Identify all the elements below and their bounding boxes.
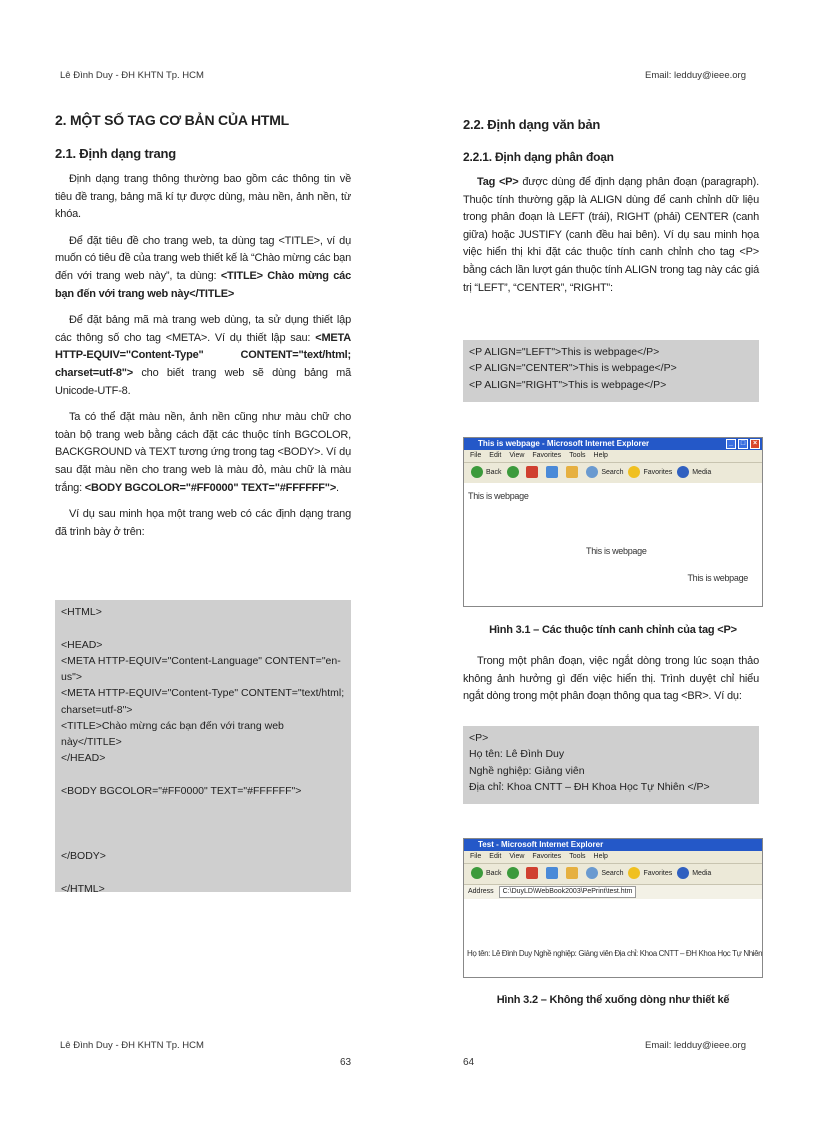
subsection-title: 2.1. Định dạng trang <box>55 146 176 161</box>
media-icon <box>677 867 689 879</box>
code-line <box>61 767 345 783</box>
browser-screenshot <box>463 437 763 607</box>
menu-bar: File Edit View Favorites Tools Help <box>464 851 762 864</box>
left-page-number: 63 <box>340 1057 352 1068</box>
right-column-2 <box>463 653 759 706</box>
back-icon <box>471 466 483 478</box>
code-line <box>61 620 345 636</box>
figure-caption: Hình 3.1 – Các thuộc tính canh chỉnh của tag <P> <box>489 624 737 636</box>
home-icon <box>566 466 578 478</box>
media-icon <box>677 466 689 478</box>
page-view <box>464 483 762 606</box>
code-line <box>61 864 345 880</box>
figure-caption: Hình 3.2 – Không thể xuống dòng như thiết kế <box>496 994 730 1006</box>
code-block <box>463 340 759 402</box>
paragraph: Trong một phân đoạn, việc ngắt dòng trong lúc soạn thảo không ảnh hưởng gì đến việc hiển thị. Trình duyệt chỉ hiểu ngắt dòng trong một phân đoạn thông qua tag <BR>. Ví dụ: <box>463 655 759 703</box>
refresh-icon <box>546 867 558 879</box>
address-field: C:\DuyLD\WebBook2003\PePrint\test.htm <box>499 886 637 898</box>
browser-screenshot <box>463 838 763 978</box>
minimize-icon: _ <box>726 439 736 449</box>
code-line: Nghề nghiệp: Giảng viên <box>469 764 585 777</box>
code-line: </HEAD> <box>61 752 106 765</box>
page-text-right: This is webpage <box>687 573 748 583</box>
code-line: <META HTTP-EQUIV="Content-Type" CONTENT="text/html; charset=utf-8"> <box>61 687 348 716</box>
right-column <box>463 117 759 297</box>
code-line <box>61 799 345 815</box>
code-line: <HTML> <box>61 606 102 618</box>
page-text-left: This is webpage <box>468 491 529 501</box>
code-line <box>61 832 345 848</box>
toolbar: Back Search Favorites Media <box>464 864 762 885</box>
code-block <box>55 600 351 895</box>
title-bar: Test - Microsoft Internet Explorer <box>464 839 762 851</box>
toolbar: Back Search Favorites Media <box>464 463 762 484</box>
code-line: Họ tên: Lê Đình Duy <box>469 748 565 761</box>
code-line: <P ALIGN="RIGHT">This is webpage</P> <box>469 378 667 391</box>
code-line: <HEAD> <box>61 638 103 651</box>
stop-icon <box>526 867 538 879</box>
paragraph: Ta có thể đặt màu nền, ảnh nền cũng như màu chữ cho toàn bộ trang web bằng cách đặt các thuộc tính BGCOLOR, BACKGROUND và TEXT tương ứng trong tag <BODY>. Ví dụ sau đặt màu nền cho trang web là màu đỏ, màu chữ là màu trắng: <BODY BGCOLOR="#FF0000" TEXT="#FFFFFF">. <box>55 411 351 494</box>
code-line: <P> <box>469 732 489 744</box>
page-text-center: This is webpage <box>586 546 647 556</box>
paragraph: Để đặt tiêu đề cho trang web, ta dùng tag <TITLE>, ví dụ muốn có tiêu đề của trang web thiết kế là “Chào mừng các bạn đến với trang web này”, ta dùng: <TITLE> Chào mừng các bạn đến với trang web này</TITLE> <box>55 234 351 300</box>
paragraph: Ví dụ sau minh họa một trang web có các định dạng trang đã trình bày ở trên: <box>55 508 351 538</box>
code-line: </BODY> <box>61 849 106 862</box>
paragraph: Để đặt bảng mã mà trang web dùng, ta sử dụng thiết lập các thông số cho tag <META>. Ví dụ thiết lập sau: <META HTTP-EQUIV="Content-Type" CONTENT="text/html; charset=utf-8"> cho biết trang web sẽ dùng bảng mã Unicode-UTF-8. <box>55 314 351 397</box>
favorites-icon <box>628 466 640 478</box>
code-line <box>61 815 345 831</box>
maximize-icon: □ <box>738 439 748 449</box>
right-header: Email: ledduy@ieee.org <box>644 70 746 81</box>
subsection-title: 2.2.1. Định dạng phân đoạn <box>463 150 614 164</box>
search-icon <box>586 867 598 879</box>
refresh-icon <box>546 466 558 478</box>
code-line: Địa chỉ: Khoa CNTT – ĐH Khoa Học Tự Nhiên </P> <box>469 780 710 793</box>
paragraph: Định dạng trang thông thường bao gồm các thông tin về tiêu đề trang, bảng mã kí tự được dùng, màu nền, ảnh nền, từ khóa. <box>55 173 351 221</box>
stop-icon <box>526 466 538 478</box>
code-line: <BODY BGCOLOR="#FF0000" TEXT="#FFFFFF"> <box>61 784 302 797</box>
code-line: <META HTTP-EQUIV="Content-Language" CONTENT="en-us"> <box>61 654 341 684</box>
title-bar: This is webpage - Microsoft Internet Explorer _ □ × <box>464 438 762 450</box>
forward-icon <box>507 466 519 478</box>
close-icon: × <box>750 439 760 449</box>
code-line: <P ALIGN="CENTER">This is webpage</P> <box>469 362 677 375</box>
right-footer: Email: ledduy@ieee.org <box>644 1040 746 1051</box>
menu-bar: File Edit View Favorites Tools Help <box>464 450 762 463</box>
page-text: Họ tên: Lê Đình Duy Nghề nghiệp: Giảng viên Địa chỉ: Khoa CNTT – ĐH Khoa Học Tự Nhiên <box>467 949 763 958</box>
home-icon <box>566 867 578 879</box>
code-line: <P ALIGN="LEFT">This is webpage</P> <box>469 346 660 358</box>
address-bar: Address C:\DuyLD\WebBook2003\PePrint\test.htm <box>464 885 762 900</box>
code-block <box>463 726 759 804</box>
forward-icon <box>507 867 519 879</box>
page-view <box>464 899 762 977</box>
left-footer: Lê Đình Duy - ĐH KHTN Tp. HCM <box>60 1040 204 1051</box>
section-title: 2. MỘT SỐ TAG CƠ BẢN CỦA HTML <box>55 112 290 128</box>
section-title: 2.2. Định dạng văn bản <box>463 117 601 132</box>
left-column <box>55 112 351 541</box>
back-icon <box>471 867 483 879</box>
search-icon <box>586 466 598 478</box>
left-header: Lê Đình Duy - ĐH KHTN Tp. HCM <box>60 70 204 81</box>
favorites-icon <box>628 867 640 879</box>
code-line: <TITLE>Chào mừng các bạn đến với trang web này</TITLE> <box>61 719 287 749</box>
code-line: </HTML> <box>61 882 105 895</box>
paragraph: Tag <P> được dùng để định dạng phân đoạn (paragraph). Thuộc tính thường gặp là ALIGN dùng để canh chỉnh dữ liệu trong phân đoạn là LEFT (trái), RIGHT (phải) CENTER (canh giữa) hoặc JUSTIFY (canh đều hai bên). Ví dụ sau minh họa việc hiển thị khi đặt các thuộc tính canh chỉnh cho tag <P> bằng cách lần lượt gán thuộc tính ALIGN trong tag này các giá trị “LEFT”, “CENTER”, “RIGHT”: <box>463 176 759 294</box>
right-page-number: 64 <box>463 1057 475 1068</box>
